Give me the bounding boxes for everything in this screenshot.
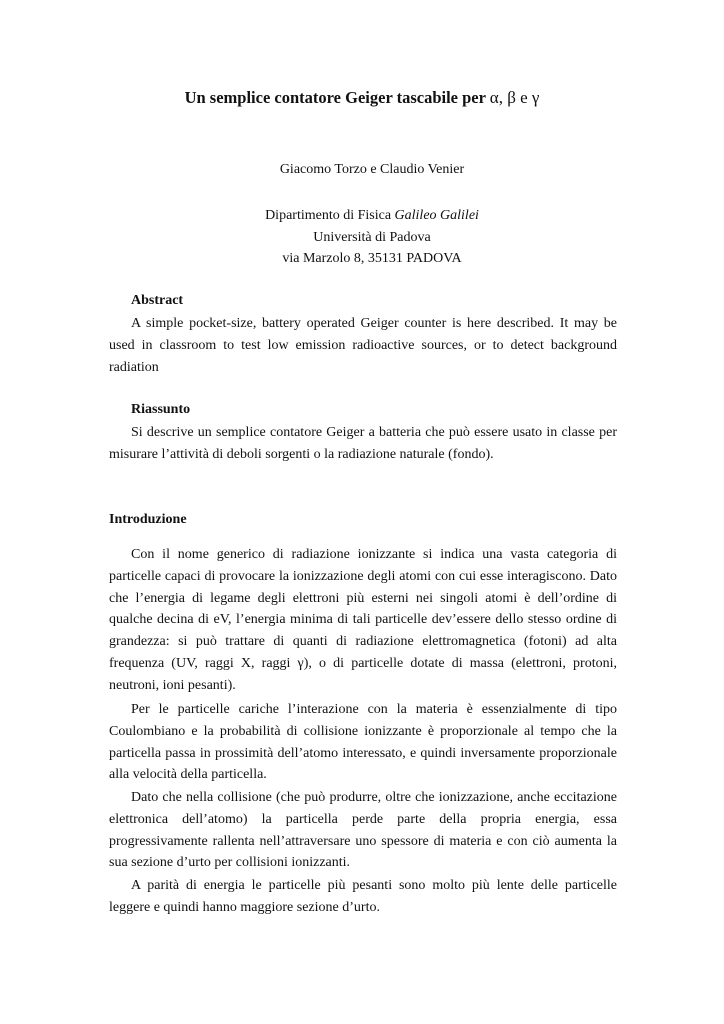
- abstract-heading: Abstract: [131, 293, 184, 308]
- riassunto-heading: Riassunto: [131, 402, 191, 417]
- riassunto-text: Si descrive un semplice contatore Geiger a batteria che può essere usato in classe per misurare l’attività di deboli sorgenti o la radiazione naturale (fondo).: [109, 425, 617, 462]
- department: [0, 205, 724, 227]
- intro-paragraph-1: Con il nome generico di radiazione ionizzante si indica una vasta categoria di particelle capaci di provocare la ionizzazione degli atomi con cui esse interagiscono. Dato che l’energia di legame degli elettroni più esterni nei singoli atomi è dell’ordine di qualche decina di eV, l’energia minima di tali particelle dev’essere dello stesso ordine di grandezza: si può trattare di quanti di radiazione elettromagnetica (fotoni) ad alta frequenza (UV, raggi X, raggi γ), o di particelle dotate di massa (elettroni, protoni, neutroni, ioni pesanti).: [109, 547, 617, 693]
- title-greek-symbols: α, β e γ: [489, 88, 540, 107]
- department-prefix: Dipartimento di Fisica: [265, 208, 395, 223]
- paper-title: [0, 88, 724, 108]
- affiliation: [0, 205, 724, 270]
- intro-paragraph-4: A parità di energia le particelle più pesanti sono molto più lente delle particelle leggere e quindi hanno maggiore sezione d’urto.: [109, 878, 617, 915]
- introduzione-heading: Introduzione: [109, 512, 187, 527]
- authors: Giacomo Torzo e Claudio Venier: [279, 162, 465, 177]
- title-text: Un semplice contatore Geiger tascabile per: [184, 88, 490, 107]
- abstract-text: A simple pocket-size, battery operated Geiger counter is here described. It may be used in classroom to test low emission radioactive sources, or to detect background radiation: [109, 316, 617, 375]
- department-name: Galileo Galilei: [394, 208, 479, 223]
- intro-paragraph-3: Dato che nella collisione (che può produrre, oltre che ionizzazione, anche eccitazione elettronica dell’atomo) la particella perde parte della propria energia, essa progressivamente rallenta nell’attraversare uno spessore di materia e con ciò aumenta la sua sezione d’urto per collisioni ionizzanti.: [109, 790, 617, 871]
- address: via Marzolo 8, 35131 PADOVA: [282, 251, 462, 266]
- intro-paragraph-2: Per le particelle cariche l’interazione con la materia è essenzialmente di tipo Coulombiano e la probabilità di collisione ionizzante è proporzionale al tempo che la particella passa in prossimità dell’atomo interessato, e quindi inversamente proporzionale alla velocità della particella.: [109, 702, 617, 783]
- university: Università di Padova: [313, 229, 431, 245]
